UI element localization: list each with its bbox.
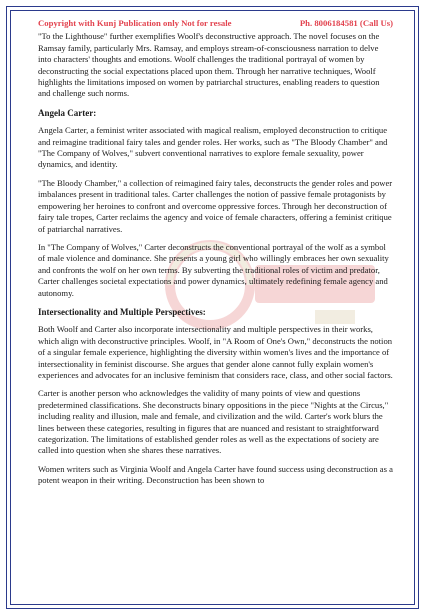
document-page <box>38 18 393 610</box>
paragraph-conclusion: Women writers such as Virginia Woolf and Angela Carter have found success using deconstruction as a potent weapon in their writing. Deconstruction has been shown to <box>38 463 393 486</box>
page-header <box>38 18 393 29</box>
copyright-notice: Copyright with Kunj Publication only Not for resale <box>38 18 232 28</box>
paragraph-woolf-intersectionality: Both Woolf and Carter also incorporate intersectionality and multiple perspectives in their works, which align with deconstructive principles. Woolf, in "A Room of One's Own," deconstructs the notion of a singular female experience, highlighting the diversity within women's lives and the importance of intersectionality in feminist discourse. She argues that gender alone cannot fully explain women's experiences and advocates for an inclusive feminism that considers race, class, and other social factors. <box>38 324 393 380</box>
paragraph-bloody-chamber: "The Bloody Chamber," a collection of reimagined fairy tales, deconstructs the gender roles and power imbalances present in traditional tales. Carter challenges the notion of passive female protagonists by empowering her heroines to confront and overcome oppressive forces. Through her deconstruction of fairy tale tropes, Carter reclaims the agency and voice of female characters, offering a feminist critique of patriarchal narratives. <box>38 177 393 234</box>
paragraph-company-of-wolves: In "The Company of Wolves," Carter deconstructs the conventional portrayal of the wolf as a symbol of male violence and dominance. She presents a young girl who willingly embraces her own sexuality and confronts the wolf on her own terms. By subverting the traditional roles of victim and predator, Carter challenges societal expectations and power dynamics, ultimately redefining female agency and autonomy. <box>38 241 389 298</box>
phone-contact: Ph. 8006184581 (Call Us) <box>299 18 393 28</box>
heading-angela-carter: Angela Carter: <box>38 107 97 118</box>
paragraph-nights-at-circus: Carter is another person who acknowledges the validity of many points of view and questions predetermined classifications. She deconstructs binary oppositions in the piece "Nights at the Circus," including reality and illusion, male and female, and civilization and the wild. Carter's work blurs the lines between these categories, resulting in figures that are nuanced and resistant to straightforward categorization. The limitations of established gender roles as well as the expectations of society are called into question when she shares these narratives. <box>38 388 389 456</box>
paragraph-lighthouse: "To the Lighthouse" further exemplifies Woolf's deconstructive approach. The novel focuses on the Ramsay family, particularly Mrs. Ramsay, and employs stream-of-consciousness narration to delve into characters' thoughts and emotions. Woolf challenges the traditional portrayal of women by deconstructing the social expectations placed upon them. Through her narrative techniques, Woolf highlights the limitations imposed on women by patriarchal structures, enabling readers to question and challenge such norms. <box>38 31 380 99</box>
heading-intersectionality: Intersectionality and Multiple Perspectives: <box>38 306 206 317</box>
paragraph-carter-intro: Angela Carter, a feminist writer associated with magical realism, employed deconstruction to critique and reimagine traditional fairy tales and gender roles. Her works, such as "The Bloody Chamber" and "The Company of Wolves," subvert conventional narratives to explore female sexuality, power dynamics, and identity. <box>38 125 388 170</box>
